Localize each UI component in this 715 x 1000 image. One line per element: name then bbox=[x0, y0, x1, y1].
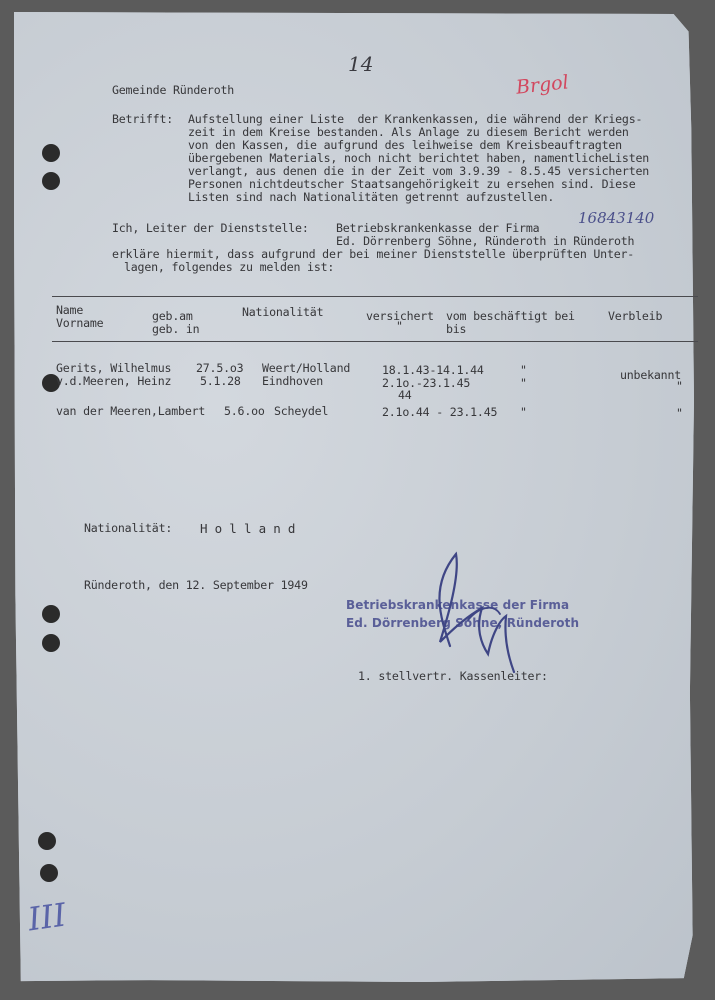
header-name: Name bbox=[56, 303, 84, 317]
subject-line: Personen nichtdeutscher Staatsangehörigkeit zu ersehen sind. Diese bbox=[188, 177, 636, 191]
signature-title: 1. stellvertr. Kassenleiter: bbox=[358, 669, 548, 683]
red-annotation: Brgol bbox=[514, 71, 570, 99]
subject-line: zeit in dem Kreise bestanden. Als Anlage zu diesem Bericht werden bbox=[188, 125, 629, 139]
table-cell-born-date: 27.5.o3 bbox=[196, 361, 244, 375]
table-cell-name: van der Meeren,Lambert bbox=[56, 404, 206, 418]
punch-hole bbox=[42, 144, 60, 162]
punch-hole bbox=[38, 832, 56, 850]
punch-hole bbox=[42, 634, 60, 652]
corner-mark: III bbox=[25, 895, 69, 939]
declaration-text: lagen, folgendes zu melden ist: bbox=[124, 260, 335, 274]
header-whereabouts: Verbleib bbox=[608, 309, 663, 323]
nationality-label: Nationalität: bbox=[84, 521, 173, 535]
municipality: Gemeinde Ründeroth bbox=[112, 83, 235, 97]
subject-line: von den Kassen, die aufgrund des leihweise dem Kreisbeauftragten bbox=[188, 138, 622, 152]
table-cell-insured: 2.1o.-23.1.45 bbox=[382, 376, 471, 390]
subject-line: Listen sind nach Nationalitäten getrennt aufzustellen. bbox=[188, 190, 555, 204]
header-insured-ditto: " bbox=[396, 319, 403, 333]
header-born-date: geb.am bbox=[152, 309, 193, 323]
handwritten-signature bbox=[410, 546, 550, 686]
subject-line: Aufstellung einer Liste der Krankenkassen, die während der Kriegs- bbox=[188, 112, 643, 126]
page-number: 14 bbox=[348, 52, 374, 76]
punch-hole bbox=[42, 605, 60, 623]
header-firstname: Vorname bbox=[56, 316, 104, 330]
table-cell-whereabouts: " bbox=[676, 379, 683, 393]
place-date: Ründeroth, den 12. September 1949 bbox=[84, 578, 308, 592]
table-cell-name: v.d.Meeren, Heinz bbox=[56, 374, 172, 388]
table-cell-born-place: Weert/Holland bbox=[262, 361, 351, 375]
declaration-org-2: Ed. Dörrenberg Söhne, Ründeroth in Ründeroth bbox=[336, 234, 635, 248]
company-stamp-line: Ed. Dörrenberg Söhne, Ründeroth bbox=[346, 616, 580, 630]
table-cell-insured-extra: 44 bbox=[398, 388, 412, 402]
table-cell-insured: 18.1.43-14.1.44 bbox=[382, 363, 484, 377]
company-stamp-line: Betriebskrankenkasse der Firma bbox=[346, 598, 570, 612]
table-cell-name: Gerits, Wilhelmus bbox=[56, 361, 172, 375]
table-cell-whereabouts: " bbox=[676, 406, 683, 420]
table-cell-employed: " bbox=[520, 405, 527, 419]
table-cell-born-place: Eindhoven bbox=[262, 374, 324, 388]
header-born-place: geb. in bbox=[152, 322, 200, 336]
header-employed-to: bis bbox=[446, 322, 467, 336]
table-cell-employed: " bbox=[520, 376, 527, 390]
table-cell-born-date: 5.1.28 bbox=[200, 374, 241, 388]
subject-line: verlangt, aus denen die in der Zeit vom 3.9.39 - 8.5.45 versicherten bbox=[188, 164, 650, 178]
punch-hole bbox=[42, 172, 60, 190]
punch-hole bbox=[40, 864, 58, 882]
table-top-rule bbox=[52, 296, 698, 297]
header-nationality: Nationalität bbox=[242, 305, 324, 319]
table-header-rule bbox=[52, 341, 698, 342]
table-cell-born-place: Scheydel bbox=[274, 404, 329, 418]
declaration-org: Betriebskrankenkasse der Firma bbox=[336, 221, 540, 235]
table-cell-employed: " bbox=[520, 363, 527, 377]
header-employed: vom beschäftigt bei bbox=[446, 309, 575, 323]
declaration-text: erkläre hiermit, dass aufgrund der bei meiner Dienststelle überprüften Unter- bbox=[112, 247, 635, 261]
subject-label: Betrifft: bbox=[112, 112, 174, 126]
subject-line: übergebenen Materials, noch nicht berichtet haben, namentlicheListen bbox=[188, 151, 650, 165]
table-cell-insured: 2.1o.44 - 23.1.45 bbox=[382, 405, 498, 419]
declaration-prefix: Ich, Leiter der Dienststelle: bbox=[112, 221, 309, 235]
table-cell-whereabouts: unbekannt bbox=[620, 368, 682, 382]
nationality-value: H o l l a n d bbox=[200, 521, 296, 536]
header-insured: versichert bbox=[366, 309, 434, 323]
archive-number: 16843140 bbox=[578, 209, 655, 227]
table-cell-born-date: 5.6.oo bbox=[224, 404, 265, 418]
